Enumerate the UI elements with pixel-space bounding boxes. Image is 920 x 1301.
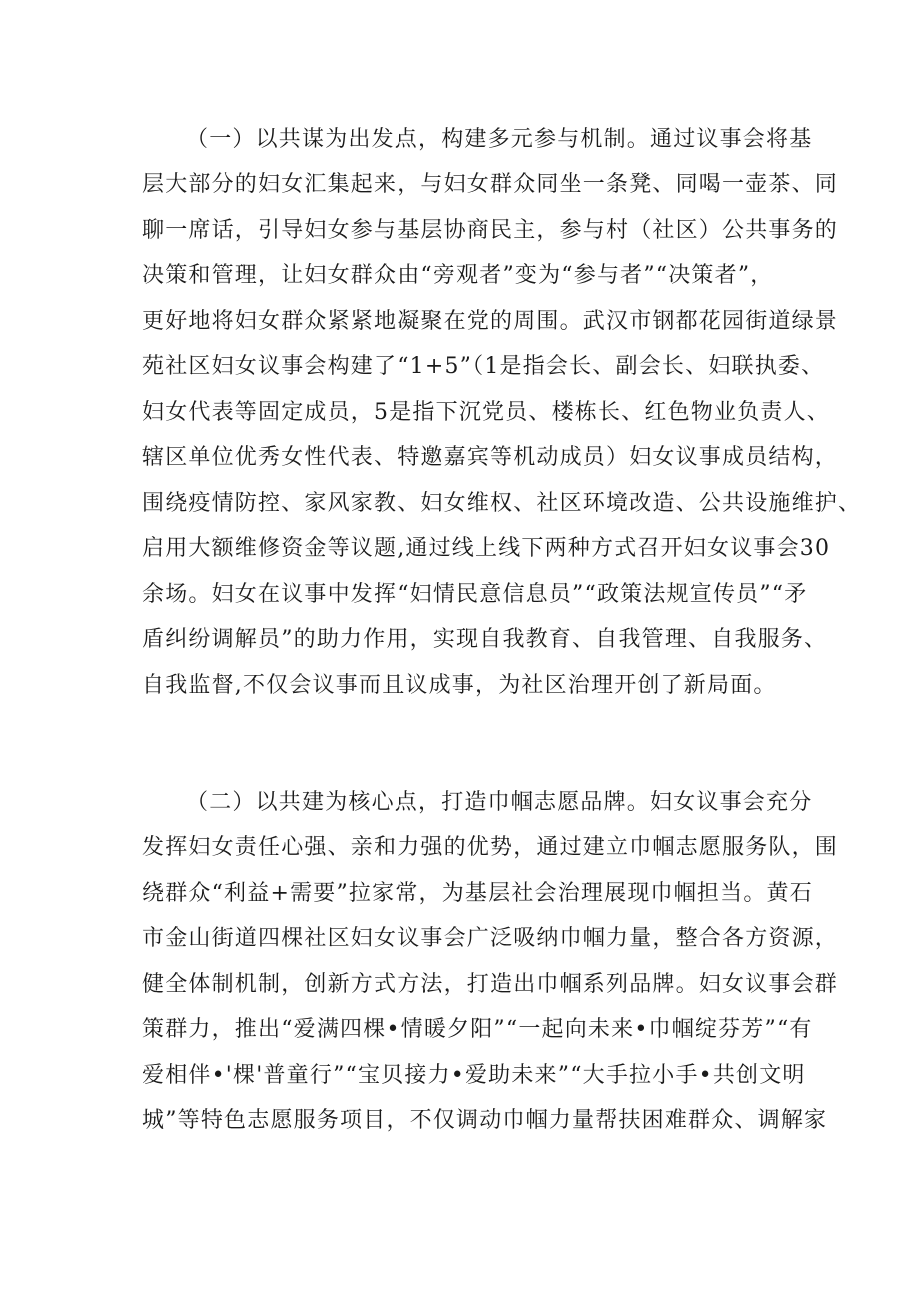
text-line: 自我监督,不仅会议事而且议成事，为社区治理开创了新局面。 [142, 673, 777, 698]
text-line: 余场。妇女在议事中发挥“妇情民意信息员”“政策法规宣传员”“矛 [142, 582, 808, 607]
text-line: （一）以共谋为出发点，构建多元参与机制。通过议事会将基 [186, 127, 813, 152]
text-line: 启用大额维修资金等议题,通过线上线下两种方式召开妇女议事会30 [142, 536, 831, 561]
text-line: 更好地将妇女群众紧紧地凝聚在党的周围。武汉市钢都花园街道绿景 [142, 309, 839, 334]
text-line: 城”等特色志愿服务项目，不仅调动巾帼力量帮扶困难群众、调解家 [142, 1108, 828, 1133]
text-line: 爱相伴•'棵'普童行”“宝贝接力•爱助未来”“大手拉小手•共创文明 [142, 1063, 806, 1088]
text-line: 健全体制机制，创新方式方法，打造出巾帼系列品牌。妇女议事会群 [142, 972, 839, 997]
text-line: 苑社区妇女议事会构建了“1+5”（1是指会长、副会长、妇联执委、 [142, 354, 825, 379]
text-line: 策群力，推出“爱满四棵•情暖夕阳”“一起向未来•巾帼绽芬芳”“有 [142, 1017, 813, 1042]
text-line: 妇女代表等固定成员，5是指下沉党员、楼栋长、红色物业负责人、 [142, 400, 830, 425]
text-line: 辖区单位优秀女性代表、特邀嘉宾等机动成员）妇女议事成员结构， [142, 445, 839, 470]
text-line: 围绕疫情防控、家风家教、妇女维权、社区环境改造、公共设施维护、 [142, 491, 862, 516]
text-line: 层大部分的妇女汇集起来，与妇女群众同坐一条凳、同喝一壶茶、同 [142, 172, 839, 197]
text-line: 决策和管理，让妇女群众由“旁观者”变为“参与者”“决策者”， [142, 263, 774, 288]
text-line: 绕群众“利益+需要”拉家常，为基层社会治理展现巾帼担当。黄石 [142, 881, 813, 906]
text-line: 盾纠纷调解员”的助力作用，实现自我教育、自我管理、自我服务、 [142, 627, 828, 652]
text-line: 市金山街道四棵社区妇女议事会广泛吸纳巾帼力量，整合各方资源， [142, 926, 839, 951]
text-line: 聊一席话，引导妇女参与基层协商民主，参与村（社区）公共事务的 [142, 218, 839, 243]
text-line: 发挥妇女责任心强、亲和力强的优势，通过建立巾帼志愿服务队，围 [142, 835, 839, 860]
text-line: （二）以共建为核心点，打造巾帼志愿品牌。妇女议事会充分 [186, 790, 813, 815]
